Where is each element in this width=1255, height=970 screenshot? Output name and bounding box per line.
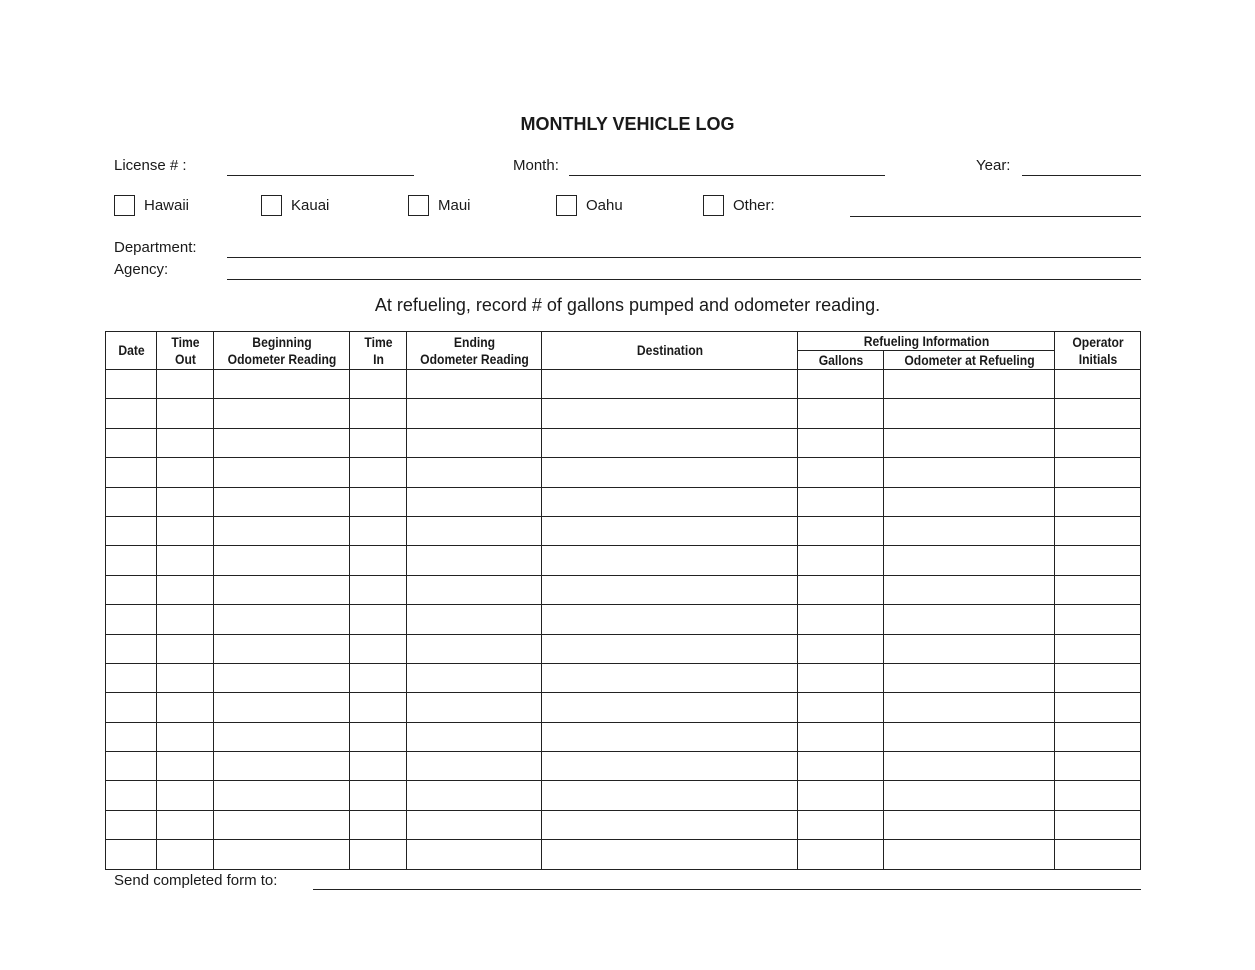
- cell-time-in[interactable]: [350, 634, 407, 663]
- department-label: Department:: [114, 239, 197, 256]
- cell-beginning-odometer[interactable]: [214, 487, 350, 516]
- cell-date[interactable]: [106, 546, 157, 575]
- cell-odometer-at-refueling[interactable]: [884, 370, 1055, 399]
- cell-date[interactable]: [106, 575, 157, 604]
- cell-gallons[interactable]: [798, 634, 884, 663]
- cell-time-out[interactable]: [157, 546, 214, 575]
- cell-beginning-odometer[interactable]: [214, 458, 350, 487]
- cell-time-in[interactable]: [350, 840, 407, 869]
- cell-gallons[interactable]: [798, 546, 884, 575]
- cell-date[interactable]: [106, 693, 157, 722]
- col-beginning-odometer: Beginning Odometer Reading: [220, 332, 342, 370]
- cell-destination[interactable]: [542, 370, 798, 399]
- cell-time-out[interactable]: [157, 840, 214, 869]
- cell-ending-odometer[interactable]: [407, 458, 542, 487]
- cell-operator-initials[interactable]: [1055, 663, 1141, 692]
- cell-beginning-odometer[interactable]: [214, 752, 350, 781]
- cell-date[interactable]: [106, 516, 157, 545]
- license-label: License # :: [114, 157, 187, 174]
- cell-gallons[interactable]: [798, 605, 884, 634]
- cell-odometer-at-refueling[interactable]: [884, 752, 1055, 781]
- department-field[interactable]: [227, 257, 1141, 258]
- cell-odometer-at-refueling[interactable]: [884, 575, 1055, 604]
- cell-gallons[interactable]: [798, 663, 884, 692]
- vehicle-log-table: [105, 331, 1141, 870]
- hawaii-label: Hawaii: [144, 197, 190, 214]
- cell-destination[interactable]: [542, 752, 798, 781]
- cell-destination[interactable]: [542, 663, 798, 692]
- log-body: [106, 370, 1141, 870]
- cell-operator-initials[interactable]: [1055, 546, 1141, 575]
- oahu-checkbox[interactable]: [556, 195, 577, 216]
- cell-beginning-odometer[interactable]: [214, 370, 350, 399]
- cell-gallons[interactable]: [798, 575, 884, 604]
- cell-beginning-odometer[interactable]: [214, 605, 350, 634]
- table-row: [106, 781, 1141, 810]
- refueling-instructions: At refueling, record # of gallons pumped and odometer reading.: [374, 295, 881, 315]
- cell-time-out[interactable]: [157, 810, 214, 839]
- cell-time-out[interactable]: [157, 399, 214, 428]
- cell-odometer-at-refueling[interactable]: [884, 487, 1055, 516]
- cell-time-out[interactable]: [157, 605, 214, 634]
- cell-operator-initials[interactable]: [1055, 840, 1141, 869]
- cell-time-out[interactable]: [157, 428, 214, 457]
- month-field[interactable]: [569, 175, 885, 176]
- cell-time-in[interactable]: [350, 399, 407, 428]
- cell-destination[interactable]: [542, 781, 798, 810]
- oahu-label: Oahu: [586, 197, 623, 214]
- table-row: [106, 722, 1141, 751]
- cell-ending-odometer[interactable]: [407, 370, 542, 399]
- maui-label: Maui: [438, 197, 471, 214]
- cell-operator-initials[interactable]: [1055, 458, 1141, 487]
- cell-operator-initials[interactable]: [1055, 487, 1141, 516]
- cell-destination[interactable]: [542, 546, 798, 575]
- cell-destination[interactable]: [542, 458, 798, 487]
- cell-destination[interactable]: [542, 693, 798, 722]
- table-row: [106, 575, 1141, 604]
- year-field[interactable]: [1022, 175, 1141, 176]
- cell-time-in[interactable]: [350, 722, 407, 751]
- cell-ending-odometer[interactable]: [407, 840, 542, 869]
- cell-destination[interactable]: [542, 399, 798, 428]
- license-field[interactable]: [227, 175, 414, 176]
- cell-beginning-odometer[interactable]: [214, 399, 350, 428]
- table-row: [106, 458, 1141, 487]
- cell-gallons[interactable]: [798, 516, 884, 545]
- cell-beginning-odometer[interactable]: [214, 516, 350, 545]
- cell-odometer-at-refueling[interactable]: [884, 634, 1055, 663]
- cell-ending-odometer[interactable]: [407, 487, 542, 516]
- cell-odometer-at-refueling[interactable]: [884, 399, 1055, 428]
- cell-operator-initials[interactable]: [1055, 752, 1141, 781]
- cell-time-out[interactable]: [157, 693, 214, 722]
- col-ending-odometer: Ending Odometer Reading: [413, 332, 535, 370]
- cell-date[interactable]: [106, 663, 157, 692]
- cell-odometer-at-refueling[interactable]: [884, 458, 1055, 487]
- cell-odometer-at-refueling[interactable]: [884, 428, 1055, 457]
- form-title: MONTHLY VEHICLE LOG: [520, 114, 735, 134]
- cell-time-out[interactable]: [157, 370, 214, 399]
- maui-checkbox[interactable]: [408, 195, 429, 216]
- cell-destination[interactable]: [542, 575, 798, 604]
- cell-ending-odometer[interactable]: [407, 634, 542, 663]
- table-row: [106, 428, 1141, 457]
- cell-beginning-odometer[interactable]: [214, 810, 350, 839]
- cell-beginning-odometer[interactable]: [214, 575, 350, 604]
- other-field[interactable]: [850, 216, 1141, 217]
- cell-time-out[interactable]: [157, 722, 214, 751]
- cell-time-out[interactable]: [157, 752, 214, 781]
- cell-gallons[interactable]: [798, 693, 884, 722]
- cell-ending-odometer[interactable]: [407, 399, 542, 428]
- cell-ending-odometer[interactable]: [407, 781, 542, 810]
- cell-time-in[interactable]: [350, 546, 407, 575]
- cell-destination[interactable]: [542, 487, 798, 516]
- table-row: [106, 546, 1141, 575]
- month-label: Month:: [513, 157, 559, 174]
- cell-time-in[interactable]: [350, 370, 407, 399]
- cell-time-in[interactable]: [350, 575, 407, 604]
- cell-time-out[interactable]: [157, 487, 214, 516]
- cell-ending-odometer[interactable]: [407, 428, 542, 457]
- col-operator-initials: Operator Initials: [1059, 332, 1136, 370]
- cell-operator-initials[interactable]: [1055, 605, 1141, 634]
- cell-gallons[interactable]: [798, 458, 884, 487]
- cell-odometer-at-refueling[interactable]: [884, 840, 1055, 869]
- cell-beginning-odometer[interactable]: [214, 634, 350, 663]
- cell-ending-odometer[interactable]: [407, 663, 542, 692]
- cell-ending-odometer[interactable]: [407, 693, 542, 722]
- cell-operator-initials[interactable]: [1055, 399, 1141, 428]
- cell-gallons[interactable]: [798, 781, 884, 810]
- cell-ending-odometer[interactable]: [407, 722, 542, 751]
- table-row: [106, 810, 1141, 839]
- cell-gallons[interactable]: [798, 840, 884, 869]
- cell-time-in[interactable]: [350, 693, 407, 722]
- cell-ending-odometer[interactable]: [407, 575, 542, 604]
- col-gallons: Gallons: [802, 351, 879, 370]
- col-refueling-information: Refueling Information: [810, 332, 1041, 351]
- table-row: [106, 752, 1141, 781]
- cell-odometer-at-refueling[interactable]: [884, 781, 1055, 810]
- cell-date[interactable]: [106, 458, 157, 487]
- cell-time-in[interactable]: [350, 487, 407, 516]
- cell-date[interactable]: [106, 810, 157, 839]
- agency-label: Agency:: [114, 261, 169, 278]
- cell-time-out[interactable]: [157, 575, 214, 604]
- cell-time-in[interactable]: [350, 458, 407, 487]
- cell-gallons[interactable]: [798, 810, 884, 839]
- table-row: [106, 634, 1141, 663]
- cell-date[interactable]: [106, 781, 157, 810]
- table-row: [106, 663, 1141, 692]
- cell-operator-initials[interactable]: [1055, 781, 1141, 810]
- kauai-label: Kauai: [291, 197, 330, 214]
- cell-beginning-odometer[interactable]: [214, 693, 350, 722]
- cell-operator-initials[interactable]: [1055, 370, 1141, 399]
- cell-gallons[interactable]: [798, 428, 884, 457]
- cell-gallons[interactable]: [798, 370, 884, 399]
- table-row: [106, 516, 1141, 545]
- cell-date[interactable]: [106, 399, 157, 428]
- other-label: Other:: [733, 197, 775, 214]
- cell-destination[interactable]: [542, 634, 798, 663]
- table-row: [106, 370, 1141, 399]
- cell-date[interactable]: [106, 487, 157, 516]
- cell-time-in[interactable]: [350, 516, 407, 545]
- cell-date[interactable]: [106, 370, 157, 399]
- cell-date[interactable]: [106, 605, 157, 634]
- kauai-checkbox[interactable]: [261, 195, 282, 216]
- cell-odometer-at-refueling[interactable]: [884, 605, 1055, 634]
- hawaii-checkbox[interactable]: [114, 195, 135, 216]
- cell-date[interactable]: [106, 840, 157, 869]
- col-date: Date: [108, 332, 154, 370]
- cell-operator-initials[interactable]: [1055, 810, 1141, 839]
- cell-ending-odometer[interactable]: [407, 546, 542, 575]
- table-row: [106, 605, 1141, 634]
- cell-time-out[interactable]: [157, 663, 214, 692]
- cell-gallons[interactable]: [798, 487, 884, 516]
- table-row: [106, 693, 1141, 722]
- cell-destination[interactable]: [542, 810, 798, 839]
- cell-odometer-at-refueling[interactable]: [884, 516, 1055, 545]
- cell-time-out[interactable]: [157, 516, 214, 545]
- cell-operator-initials[interactable]: [1055, 428, 1141, 457]
- agency-field[interactable]: [227, 279, 1141, 280]
- other-checkbox[interactable]: [703, 195, 724, 216]
- cell-beginning-odometer[interactable]: [214, 840, 350, 869]
- cell-time-in[interactable]: [350, 781, 407, 810]
- cell-beginning-odometer[interactable]: [214, 781, 350, 810]
- col-time-out: Time Out: [159, 332, 210, 370]
- table-row: [106, 487, 1141, 516]
- cell-ending-odometer[interactable]: [407, 752, 542, 781]
- cell-gallons[interactable]: [798, 399, 884, 428]
- cell-odometer-at-refueling[interactable]: [884, 722, 1055, 751]
- cell-odometer-at-refueling[interactable]: [884, 546, 1055, 575]
- cell-ending-odometer[interactable]: [407, 605, 542, 634]
- col-destination: Destination: [554, 332, 784, 370]
- cell-destination[interactable]: [542, 840, 798, 869]
- cell-time-in[interactable]: [350, 663, 407, 692]
- cell-ending-odometer[interactable]: [407, 810, 542, 839]
- cell-gallons[interactable]: [798, 752, 884, 781]
- cell-operator-initials[interactable]: [1055, 634, 1141, 663]
- cell-odometer-at-refueling[interactable]: [884, 810, 1055, 839]
- cell-time-in[interactable]: [350, 810, 407, 839]
- cell-gallons[interactable]: [798, 722, 884, 751]
- send-form-label: Send completed form to:: [114, 872, 278, 889]
- send-form-field[interactable]: [313, 889, 1141, 890]
- cell-time-in[interactable]: [350, 605, 407, 634]
- cell-operator-initials[interactable]: [1055, 722, 1141, 751]
- cell-time-in[interactable]: [350, 752, 407, 781]
- cell-beginning-odometer[interactable]: [214, 663, 350, 692]
- cell-destination[interactable]: [542, 605, 798, 634]
- cell-beginning-odometer[interactable]: [214, 428, 350, 457]
- cell-date[interactable]: [106, 722, 157, 751]
- cell-destination[interactable]: [542, 516, 798, 545]
- year-label: Year:: [976, 157, 1011, 174]
- cell-date[interactable]: [106, 752, 157, 781]
- cell-beginning-odometer[interactable]: [214, 722, 350, 751]
- cell-time-out[interactable]: [157, 458, 214, 487]
- cell-time-out[interactable]: [157, 781, 214, 810]
- cell-time-in[interactable]: [350, 428, 407, 457]
- table-row: [106, 840, 1141, 869]
- cell-ending-odometer[interactable]: [407, 516, 542, 545]
- cell-beginning-odometer[interactable]: [214, 546, 350, 575]
- cell-date[interactable]: [106, 428, 157, 457]
- table-row: [106, 399, 1141, 428]
- col-time-in: Time In: [352, 332, 403, 370]
- col-odometer-at-refueling: Odometer at Refueling: [892, 351, 1046, 370]
- cell-operator-initials[interactable]: [1055, 516, 1141, 545]
- cell-destination[interactable]: [542, 722, 798, 751]
- cell-operator-initials[interactable]: [1055, 693, 1141, 722]
- cell-odometer-at-refueling[interactable]: [884, 693, 1055, 722]
- cell-odometer-at-refueling[interactable]: [884, 663, 1055, 692]
- cell-operator-initials[interactable]: [1055, 575, 1141, 604]
- cell-time-out[interactable]: [157, 634, 214, 663]
- cell-date[interactable]: [106, 634, 157, 663]
- cell-destination[interactable]: [542, 428, 798, 457]
